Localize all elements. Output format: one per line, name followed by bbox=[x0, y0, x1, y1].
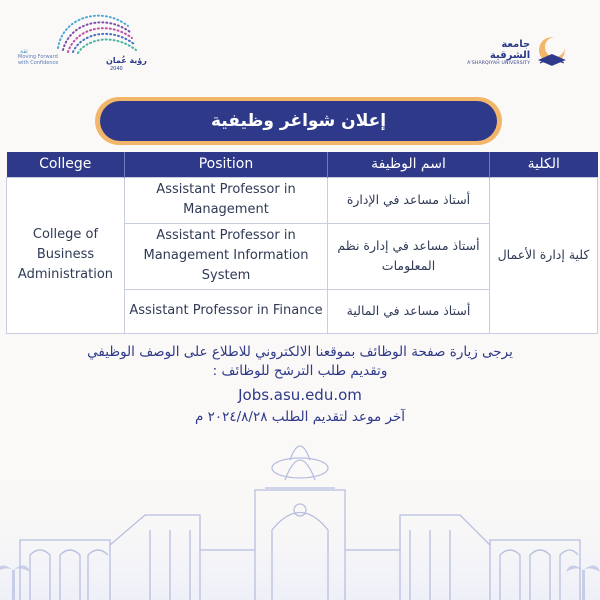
application-deadline: آخر موعد لتقديم الطلب ٢٠٢٤/٨/٢٨ م bbox=[194, 409, 406, 425]
table-row bbox=[7, 177, 598, 223]
college-ar-cell: كلية إدارة الأعمال bbox=[490, 177, 598, 333]
university-emblem-icon bbox=[534, 34, 570, 70]
college-cell: College of Business Administration bbox=[7, 177, 125, 333]
university-name-ar: جامعة الشرقية bbox=[489, 38, 531, 61]
application-info bbox=[40, 343, 560, 427]
university-name-en: A'SHARQIYAH UNIVERSITY bbox=[467, 60, 531, 66]
position-cell: Assistant Professor in Management bbox=[125, 177, 328, 223]
vision-title: رؤية عُمان bbox=[106, 56, 147, 65]
header-college-ar: الكلية bbox=[490, 152, 598, 177]
vision-year: 2040 bbox=[110, 66, 123, 72]
vacancies-table bbox=[6, 152, 598, 334]
position-cell: Assistant Professor in Finance bbox=[125, 289, 328, 333]
vision-left-arabic: ثقة bbox=[20, 48, 28, 55]
oman-vision-logo bbox=[18, 6, 148, 76]
header-college: College bbox=[7, 152, 125, 177]
info-line-1: يرجى زيارة صفحة الوظائف بموقعنا الالكتروني للاطلاع على الوصف الوظيفي bbox=[87, 344, 513, 360]
jobs-website-link[interactable]: Jobs.asu.edu.om bbox=[238, 386, 362, 404]
table-header-row bbox=[7, 152, 598, 177]
position-ar-cell: أستاذ مساعد في المالية bbox=[328, 289, 490, 333]
header-position: Position bbox=[125, 152, 328, 177]
page-title: إعلان شواغر وظيفية bbox=[210, 111, 387, 131]
university-logo bbox=[458, 32, 570, 72]
vision-swirl-icon bbox=[18, 6, 148, 56]
position-ar-cell: أستاذ مساعد في إدارة نظم المعلومات bbox=[328, 223, 490, 289]
header-position-ar: اسم الوظيفة bbox=[328, 152, 490, 177]
title-banner bbox=[95, 97, 502, 145]
info-line-2: وتقديم طلب الترشح للوظائف : bbox=[212, 363, 388, 379]
position-cell: Assistant Professor in Management Information System bbox=[125, 223, 328, 289]
position-ar-cell: أستاذ مساعد في الإدارة bbox=[328, 177, 490, 223]
campus-building-illustration bbox=[0, 420, 600, 600]
vision-left-english: Moving Forward with Confidence bbox=[18, 54, 59, 66]
